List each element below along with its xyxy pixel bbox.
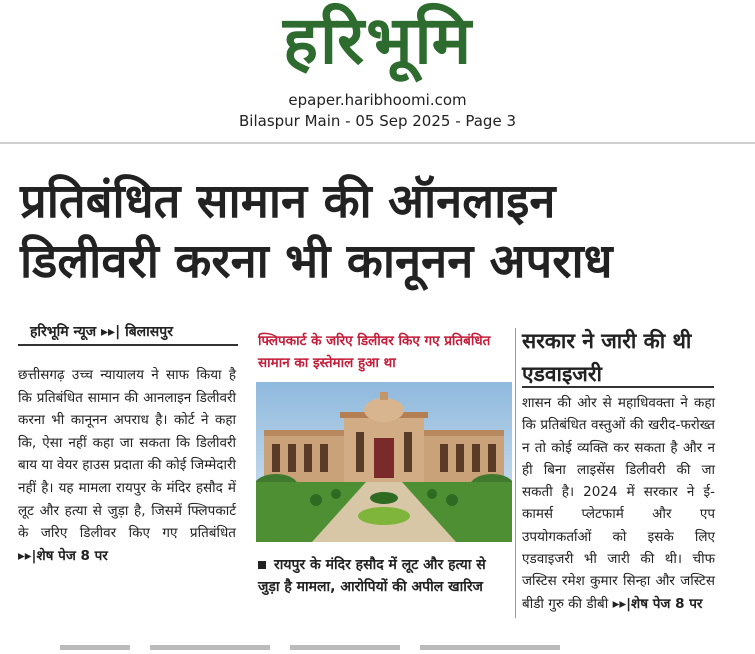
byline-place: बिलासपुर: [125, 324, 173, 340]
epaper-url[interactable]: epaper.haribhoomi.com: [288, 91, 467, 109]
sidebar-divider: [522, 386, 714, 388]
sidebar-body-text: शासन की ओर से महाधिवक्ता ने कहा कि प्रतिबंधित वस्तुओं की खरीद-फरोख्त न तो कोई व्यक्ति कर सकता है और न ही बिना लाइसेंस डिलीवरी की जा सकती है। 2024 में सरकार ने ई-कामर्स प्लेटफार्म और एप उपयोगकर्ताओं को इसके लिए एडवाइजरी भी जारी की थी। चीफ जस्टिस रमेश कुमार सिन्हा और जस्टिस बीडी गुरु की डीबी: [522, 395, 715, 612]
sidebar-heading: सरकार ने जारी की थी एडवाइजरी: [522, 329, 692, 386]
article-body-text: छत्तीसगढ़ उच्च न्यायालय ने साफ किया है कि प्रतिबंधित सामान की आनलाइन डिलीवरी करना भी कानूनन अपराध है। कोर्ट ने कहा कि, ऐसा नहीं कहा जा सकता कि डिलीवरी बाय या वेयर हाउस प्रदाता की कोई जिम्मेदारी नहीं है। यह मामला रायपुर के मंदिर हसौद में लूट और हत्या से जुड़ा है, जिसमें फ्लिपकार्ट के जरिए डिलीवर किए गए प्रतिबंधित: [18, 367, 236, 542]
photo-caption: [258, 554, 508, 598]
pull-quote: फ्लिपकार्ट के जरिए डिलीवर किए गए प्रतिबंधित सामान का इस्तेमाल हुआ था: [258, 333, 491, 371]
article-headline: [20, 172, 720, 292]
byline-separator-icon: ▸▸|: [101, 324, 121, 340]
bullet-square-icon: [258, 561, 266, 569]
edition-info: Bilaspur Main - 05 Sep 2025 - Page 3: [239, 112, 516, 130]
newspaper-logo: हरिभूमि: [282, 2, 474, 79]
court-building-photo: [256, 382, 512, 542]
sidebar-body: [522, 392, 715, 615]
article-body: [18, 364, 236, 567]
photo-caption-text: रायपुर के मंदिर हसौद में लूट और हत्या से जुड़ा है मामला, आरोपियों की अपील खारिज: [258, 557, 486, 595]
byline-divider: [18, 344, 238, 346]
byline: [30, 322, 173, 341]
header-divider: [0, 142, 755, 144]
column-divider: [515, 328, 516, 618]
headline-line-1: प्रतिबंधित सामान की ऑनलाइन: [20, 174, 556, 229]
sidebar-continued-on-page: ▸▸|शेष पेज 8 पर: [612, 595, 703, 612]
continued-on-page: ▸▸|शेष पेज 8 पर: [18, 547, 108, 564]
headline-line-2: डिलीवरी करना भी कानूनन अपराध: [20, 234, 613, 289]
masthead: [0, 0, 755, 140]
byline-source: हरिभूमि न्यूज: [30, 324, 97, 340]
next-article-fragment: [60, 642, 660, 652]
